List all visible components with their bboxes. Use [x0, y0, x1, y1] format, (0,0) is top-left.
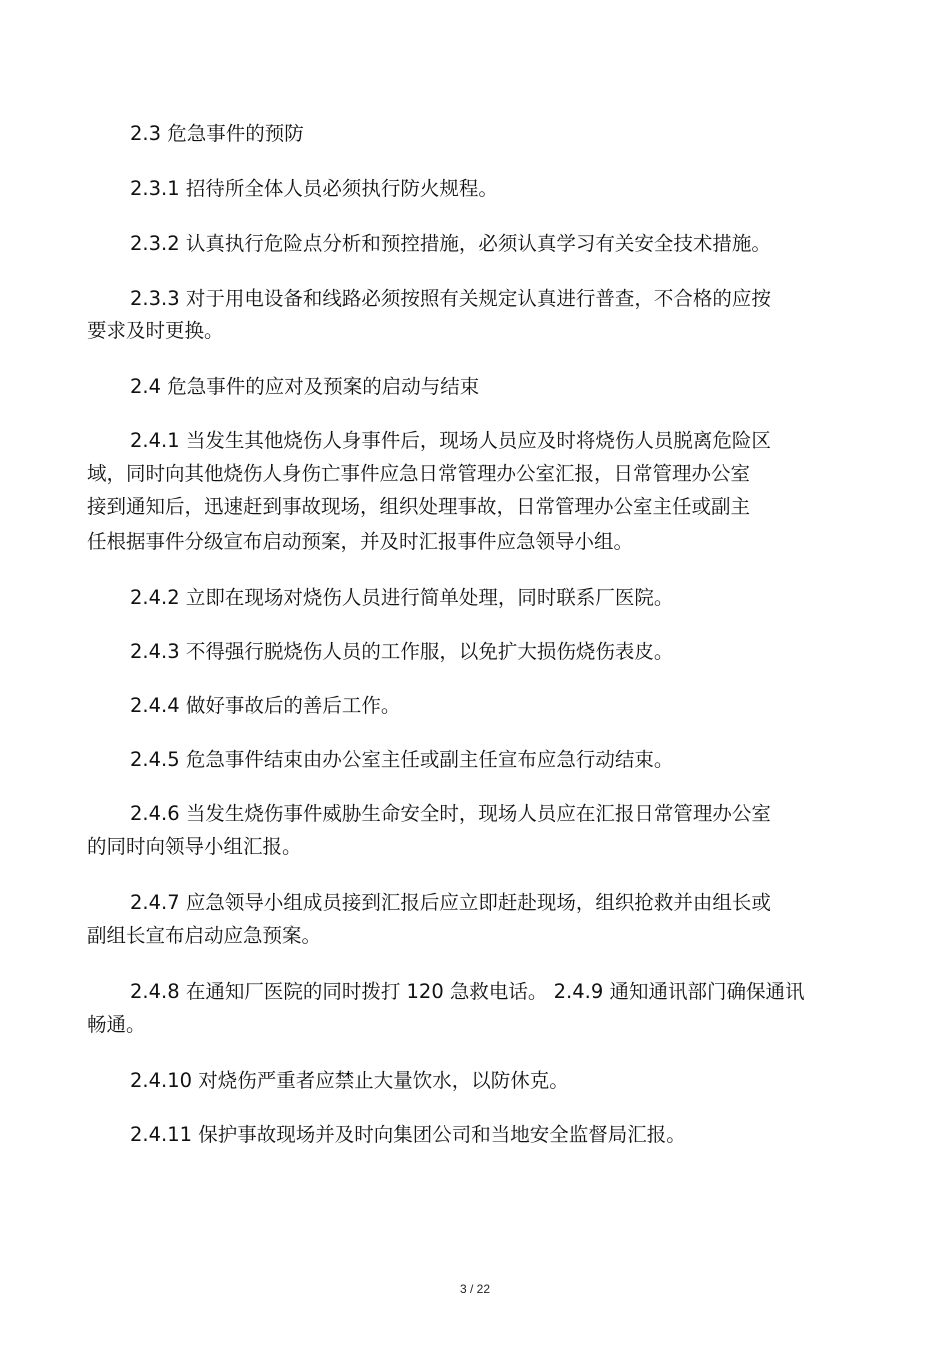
paragraph-line: 2.4.4 做好事故后的善后工作。 — [130, 694, 401, 717]
paragraph-line: 2.4.11 保护事故现场并及时向集团公司和当地安全监督局汇报。 — [130, 1123, 686, 1146]
section-heading: 2.4 危急事件的应对及预案的启动与结束 — [130, 375, 480, 398]
paragraph-line: 2.3.2 认真执行危险点分析和预控措施，必须认真学习有关安全技术措施。 — [130, 232, 771, 255]
paragraph-line: 2.4.5 危急事件结束由办公室主任或副主任宣布应急行动结束。 — [130, 748, 674, 771]
paragraph-line: 2.4.10 对烧伤严重者应禁止大量饮水，以防休克。 — [130, 1069, 569, 1092]
paragraph-line: 畅通。 — [87, 1013, 146, 1036]
paragraph-line: 2.4.7 应急领导小组成员接到汇报后应立即赶赴现场，组织抢救并由组长或 — [130, 891, 771, 914]
paragraph-line: 2.4.8 在通知厂医院的同时拨打 120 急救电话。 2.4.9 通知通讯部门确保通讯 — [130, 980, 805, 1003]
paragraph-line: 2.3.1 招待所全体人员必须执行防火规程。 — [130, 177, 498, 200]
paragraph-line: 接到通知后，迅速赶到事故现场，组织处理事故，日常管理办公室主任或副主 — [87, 495, 751, 518]
paragraph-line: 副组长宣布启动应急预案。 — [87, 924, 322, 947]
section-heading: 2.3 危急事件的预防 — [130, 122, 304, 145]
paragraph-line: 2.4.3 不得强行脱烧伤人员的工作服，以免扩大损伤烧伤表皮。 — [130, 640, 674, 663]
paragraph-line: 2.4.1 当发生其他烧伤人身事件后，现场人员应及时将烧伤人员脱离危险区 — [130, 429, 771, 452]
paragraph-line: 要求及时更换。 — [87, 319, 224, 342]
paragraph-line: 域，同时向其他烧伤人身伤亡事件应急日常管理办公室汇报，日常管理办公室 — [87, 462, 751, 485]
paragraph-line: 任根据事件分级宣布启动预案，并及时汇报事件应急领导小组。 — [87, 530, 634, 553]
paragraph-line: 2.4.2 立即在现场对烧伤人员进行简单处理，同时联系厂医院。 — [130, 586, 674, 609]
paragraph-line: 的同时向领导小组汇报。 — [87, 835, 302, 858]
paragraph-line: 2.4.6 当发生烧伤事件威胁生命安全时，现场人员应在汇报日常管理办公室 — [130, 802, 771, 825]
paragraph-line: 2.3.3 对于用电设备和线路必须按照有关规定认真进行普查，不合格的应按 — [130, 287, 771, 310]
page-number: 3 / 22 — [459, 1282, 491, 1296]
